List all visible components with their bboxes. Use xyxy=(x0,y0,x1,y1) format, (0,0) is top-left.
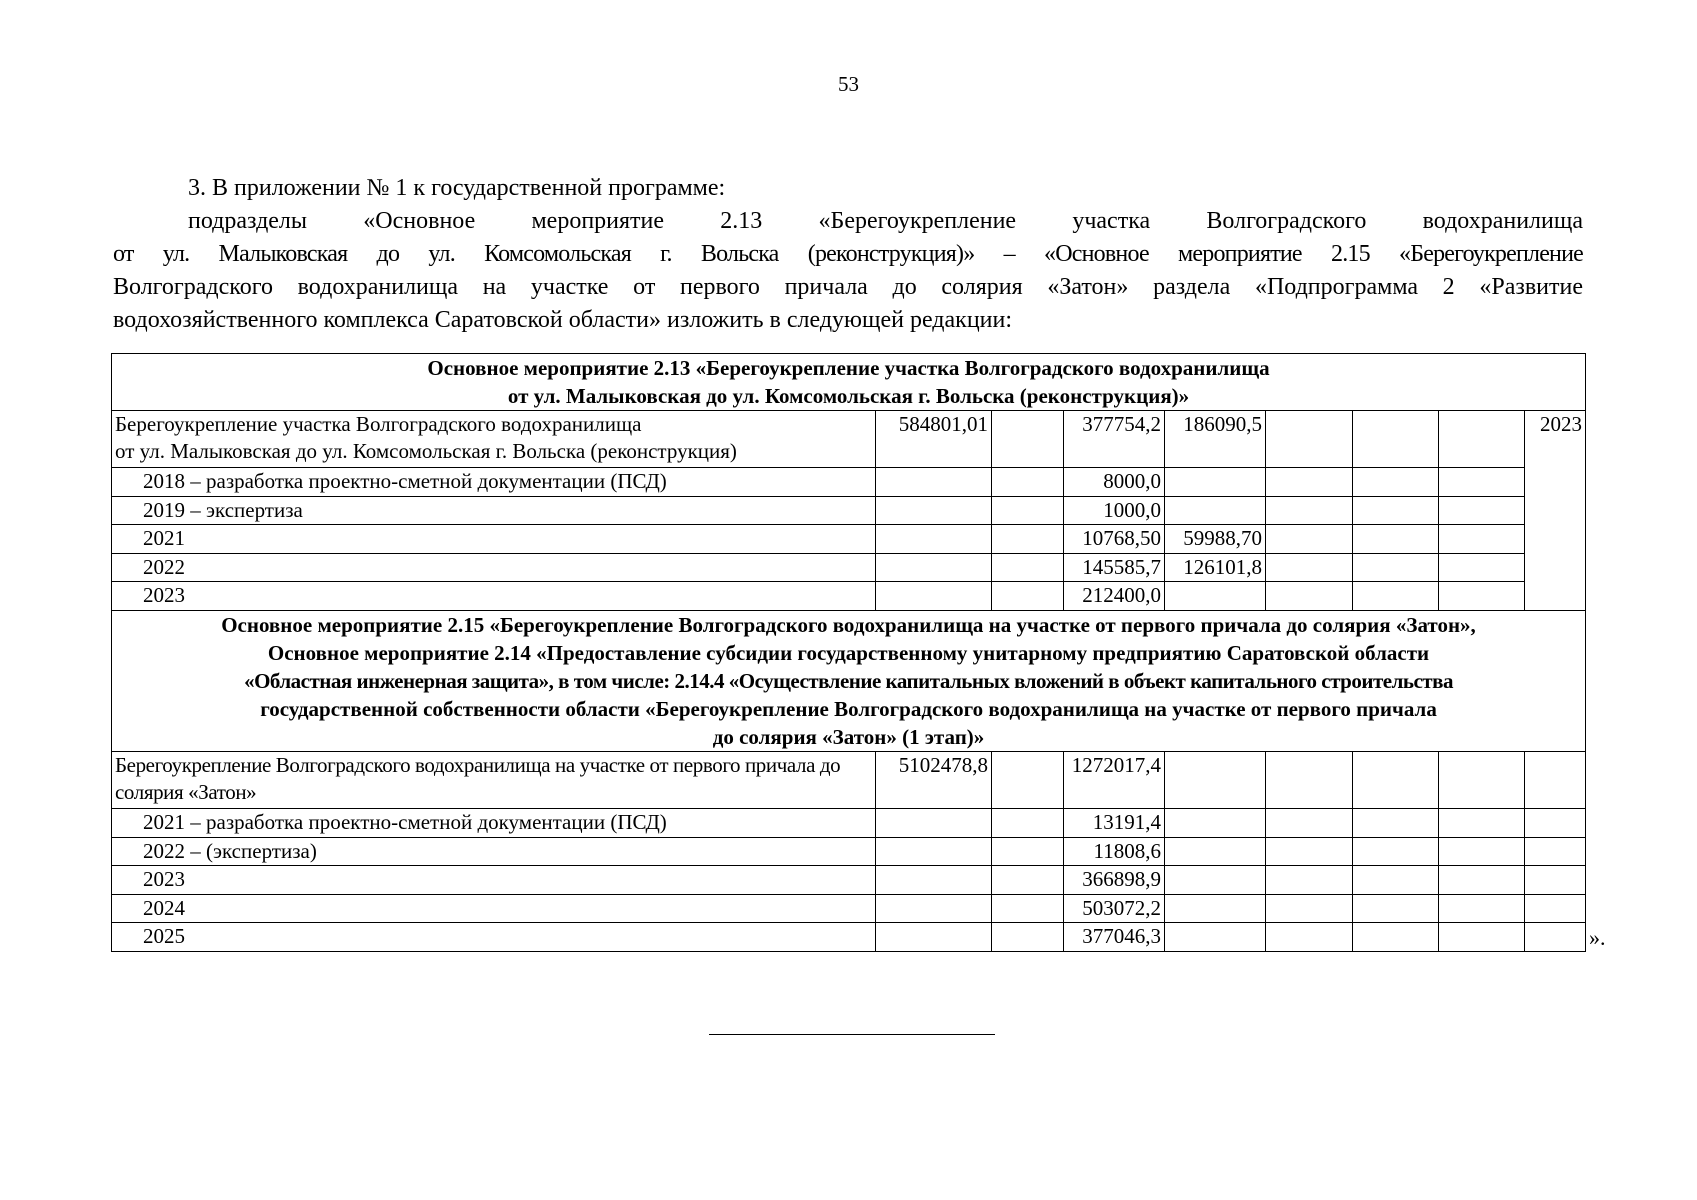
table-cell xyxy=(1439,866,1525,895)
section-1-header xyxy=(112,354,1586,411)
table-cell xyxy=(992,837,1064,866)
table-cell xyxy=(1165,866,1266,895)
row-col3: 13191,4 xyxy=(1064,808,1165,837)
section-2-header-line-4: государственной собственности области «Берегоукрепление Волгоградского водохранилища на участке от первого причала xyxy=(260,696,1437,721)
table-cell xyxy=(1266,894,1353,923)
table-row xyxy=(112,525,1586,554)
table-cell xyxy=(1525,923,1586,952)
section-2-main-total: 5102478,8 xyxy=(876,751,992,808)
table-cell xyxy=(1165,808,1266,837)
table-cell xyxy=(1266,808,1353,837)
row-label: 2022 – (экспертиза) xyxy=(112,837,876,866)
table-cell xyxy=(1353,525,1439,554)
table-cell xyxy=(992,468,1064,497)
table-cell xyxy=(1266,496,1353,525)
table-cell xyxy=(1353,496,1439,525)
table-cell xyxy=(992,866,1064,895)
row-label: 2024 xyxy=(112,894,876,923)
separator-line xyxy=(709,1034,995,1035)
section-1-header-row xyxy=(112,354,1586,411)
table-cell xyxy=(992,751,1064,808)
page-number: 53 xyxy=(838,72,859,96)
section-1-main-total: 584801,01 xyxy=(876,411,992,468)
table-cell xyxy=(992,496,1064,525)
section-2-header-line-5: до солярия «Затон» (1 этап)» xyxy=(712,724,985,749)
table-cell xyxy=(1165,894,1266,923)
row-label: 2023 xyxy=(112,866,876,895)
table-cell xyxy=(1525,866,1586,895)
table-row xyxy=(112,468,1586,497)
table-cell xyxy=(876,496,992,525)
table-cell xyxy=(876,837,992,866)
table-cell xyxy=(1439,894,1525,923)
table-cell xyxy=(1439,525,1525,554)
table-cell xyxy=(992,525,1064,554)
section-1-main-col3: 377754,2 xyxy=(1064,411,1165,468)
row-col3: 11808,6 xyxy=(1064,837,1165,866)
table-row xyxy=(112,923,1586,952)
section-1-main-col4: 186090,5 xyxy=(1165,411,1266,468)
table-cell xyxy=(1439,923,1525,952)
table-cell xyxy=(1525,894,1586,923)
table-cell xyxy=(1266,553,1353,582)
row-col4 xyxy=(1165,582,1266,611)
table-cell xyxy=(1266,751,1353,808)
row-col3: 145585,7 xyxy=(1064,553,1165,582)
table-cell xyxy=(1525,837,1586,866)
table-row xyxy=(112,496,1586,525)
table-cell xyxy=(1353,411,1439,468)
table-cell xyxy=(1525,808,1586,837)
table-cell xyxy=(1165,751,1266,808)
intro-paragraph xyxy=(113,172,1583,337)
table-cell xyxy=(876,582,992,611)
row-col3: 366898,9 xyxy=(1064,866,1165,895)
section-2-header-line-1: Основное мероприятие 2.15 «Берегоукрепление Волгоградского водохранилища на участке от первого причала до солярия «Затон», xyxy=(221,612,1476,637)
row-label: 2022 xyxy=(112,553,876,582)
section-1-main-name xyxy=(112,411,876,468)
table-cell xyxy=(1353,468,1439,497)
section-2-header-line-3: «Областная инженерная защита», в том числе: 2.14.4 «Осуществление капитальных вложений в объект капитального строительства xyxy=(244,668,1453,693)
table-row xyxy=(112,894,1586,923)
table-cell xyxy=(1439,808,1525,837)
table-cell xyxy=(876,468,992,497)
intro-line-1: 3. В приложении № 1 к государственной программе: xyxy=(188,175,726,201)
table-cell xyxy=(1353,751,1439,808)
table-row xyxy=(112,553,1586,582)
row-col4 xyxy=(1165,496,1266,525)
table-row xyxy=(112,411,1586,468)
table-cell xyxy=(992,582,1064,611)
section-1-year: 2023 xyxy=(1525,411,1586,611)
table-row xyxy=(112,866,1586,895)
row-col3: 503072,2 xyxy=(1064,894,1165,923)
table-cell xyxy=(1165,923,1266,952)
section-1-header-line-1: Основное мероприятие 2.13 «Берегоукрепление участка Волгоградского водохранилища xyxy=(427,356,1270,380)
table-cell xyxy=(1266,866,1353,895)
section-2-main-name: Берегоукрепление Волгоградского водохранилища на участке от первого причала до солярия «Затон» xyxy=(112,751,876,808)
table-row xyxy=(112,751,1586,808)
table-cell xyxy=(1353,923,1439,952)
row-col3: 10768,50 xyxy=(1064,525,1165,554)
row-label: 2025 xyxy=(112,923,876,952)
section-2-header-row xyxy=(112,610,1586,751)
table-cell xyxy=(992,923,1064,952)
table-cell xyxy=(1525,751,1586,808)
row-col3: 8000,0 xyxy=(1064,468,1165,497)
table-cell xyxy=(1439,411,1525,468)
table-cell xyxy=(1439,582,1525,611)
table-cell xyxy=(1353,553,1439,582)
table-cell xyxy=(876,553,992,582)
table-cell xyxy=(876,808,992,837)
table-cell xyxy=(876,894,992,923)
intro-line-4: Волгоградского водохранилища на участке от первого причала до солярия «Затон» раздела «Подпрограмма 2 «Развитие xyxy=(113,274,1583,300)
section-1-main-name-line-2: от ул. Малыковская до ул. Комсомольская г. Вольска (реконструкция) xyxy=(115,439,737,463)
section-2-main-col3: 1272017,4 xyxy=(1064,751,1165,808)
table-cell xyxy=(1353,866,1439,895)
program-table xyxy=(111,353,1586,952)
row-col3: 212400,0 xyxy=(1064,582,1165,611)
row-col3: 377046,3 xyxy=(1064,923,1165,952)
section-2-header-line-2: Основное мероприятие 2.14 «Предоставление субсидии государственному унитарному предприятию Саратовской области xyxy=(267,640,1430,665)
row-col4: 126101,8 xyxy=(1165,553,1266,582)
table-cell xyxy=(1353,808,1439,837)
table-cell xyxy=(1266,525,1353,554)
section-2-header xyxy=(112,610,1586,751)
closing-quote: ». xyxy=(1589,925,1606,950)
table-cell xyxy=(1266,837,1353,866)
table-cell xyxy=(1439,468,1525,497)
row-label: 2019 – экспертиза xyxy=(112,496,876,525)
row-col3: 1000,0 xyxy=(1064,496,1165,525)
section-1-main-name-line-1: Берегоукрепление участка Волгоградского водохранилища xyxy=(115,412,642,436)
row-col4 xyxy=(1165,468,1266,497)
table-cell xyxy=(1266,411,1353,468)
table-cell xyxy=(876,525,992,554)
table-cell xyxy=(1439,751,1525,808)
table-cell xyxy=(1439,496,1525,525)
section-1-header-line-2: от ул. Малыковская до ул. Комсомольская г. Вольска (реконструкция)» xyxy=(507,384,1190,408)
table-cell xyxy=(876,866,992,895)
table-cell xyxy=(1266,923,1353,952)
table-row xyxy=(112,837,1586,866)
table-row xyxy=(112,808,1586,837)
table-row xyxy=(112,582,1586,611)
table-cell xyxy=(876,923,992,952)
row-label: 2021 xyxy=(112,525,876,554)
intro-line-2: подразделы «Основное мероприятие 2.13 «Берегоукрепление участка Волгоградского водохранилища xyxy=(188,208,1583,234)
table-cell xyxy=(992,808,1064,837)
table-cell xyxy=(992,411,1064,468)
row-label: 2023 xyxy=(112,582,876,611)
intro-line-3: от ул. Малыковская до ул. Комсомольская г. Вольска (реконструкция)» – «Основное мероприятие 2.15 «Берегоукрепление xyxy=(113,241,1583,267)
row-label: 2018 – разработка проектно-сметной документации (ПСД) xyxy=(112,468,876,497)
table-cell xyxy=(1353,894,1439,923)
row-label: 2021 – разработка проектно-сметной документации (ПСД) xyxy=(112,808,876,837)
table-cell xyxy=(1439,837,1525,866)
table-cell xyxy=(1266,582,1353,611)
table-cell xyxy=(1266,468,1353,497)
table-cell xyxy=(1439,553,1525,582)
row-col4: 59988,70 xyxy=(1165,525,1266,554)
table-cell xyxy=(992,894,1064,923)
table-cell xyxy=(1353,582,1439,611)
intro-line-5: водохозяйственного комплекса Саратовской области» изложить в следующей редакции: xyxy=(113,307,1013,333)
table-cell xyxy=(992,553,1064,582)
table-cell xyxy=(1353,837,1439,866)
table-cell xyxy=(1165,837,1266,866)
